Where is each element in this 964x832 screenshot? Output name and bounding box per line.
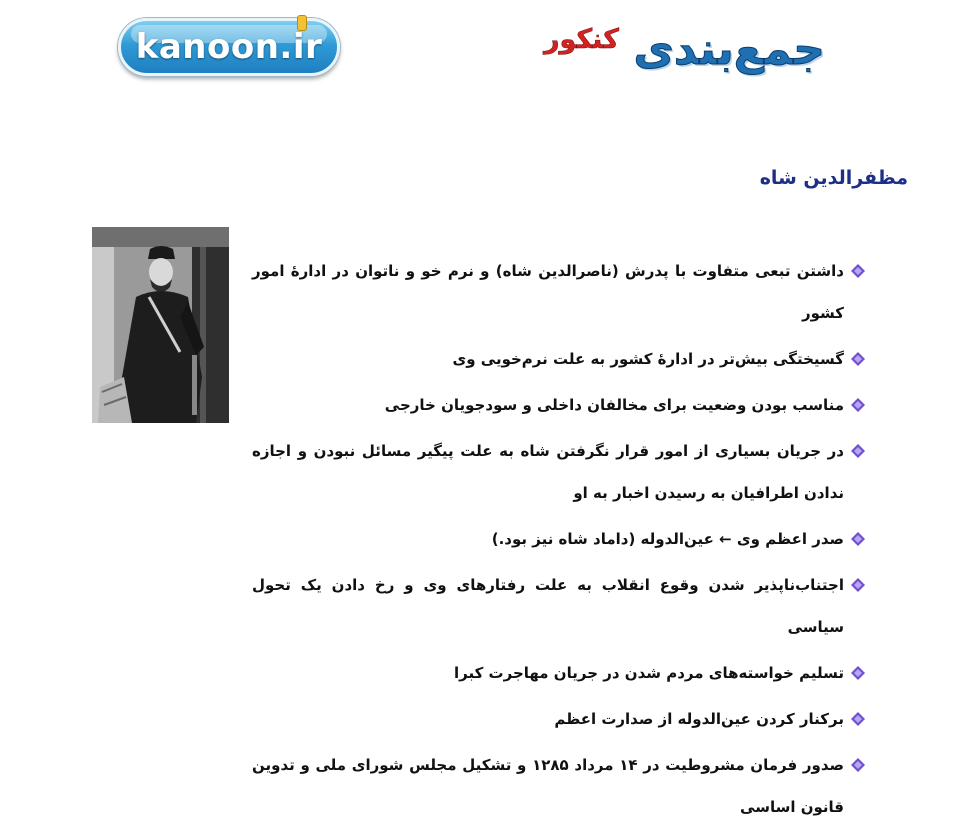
list-item-text: صدر اعظم وی ← عین‌الدوله (داماد شاه نیز بود.): [491, 530, 844, 548]
konkur-logo: [540, 14, 825, 89]
diamond-icon: [850, 250, 866, 292]
portrait-illustration: [92, 227, 229, 423]
list-item-text: مناسب بودن وضعیت برای مخالفان داخلی و سودجویان خارجی: [384, 396, 844, 414]
diamond-icon: [850, 384, 866, 426]
page-title: مظفرالدین شاه: [759, 167, 908, 189]
diamond-icon: [850, 338, 866, 380]
list-item-text: اجتناب‌ناپذیر شدن وقوع انقلاب به علت رفتارهای وی و رخ دادن یک تحول سیاسی: [252, 576, 844, 636]
diamond-icon: [850, 564, 866, 606]
portrait-photo: [92, 227, 229, 423]
bullet-list: [252, 250, 866, 832]
list-item: [252, 698, 866, 740]
list-item-text: تسلیم خواسته‌های مردم شدن در جریان مهاجرت کبرا: [454, 664, 844, 682]
list-item: [252, 564, 866, 648]
list-item: [252, 430, 866, 514]
list-item: [252, 250, 866, 334]
konkur-logo-sub: کنکور: [544, 24, 619, 55]
list-item-text: داشتن تبعی متفاوت با پدرش (ناصرالدین شاه) و نرم خو و ناتوان در ادارهٔ امور کشور: [252, 262, 844, 322]
list-item-text: صدور فرمان مشروطیت در ۱۴ مرداد ۱۲۸۵ و تشکیل مجلس شورای ملی و تدوین قانون اساسی: [252, 756, 844, 816]
list-item: [252, 652, 866, 694]
diamond-icon: [850, 518, 866, 560]
kanoon-logo-text: kanoon.ir: [135, 27, 323, 67]
diamond-icon: [850, 652, 866, 694]
list-item-text: در جریان بسیاری از امور قرار نگرفتن شاه به علت پیگیر مسائل نبودن و اجازه ندادن اطرافیان به رسیدن اخبار به او: [252, 442, 844, 502]
list-item: [252, 338, 866, 380]
diamond-icon: [850, 744, 866, 786]
list-item: [252, 384, 866, 426]
list-item-text: گسیختگی بیش‌تر در ادارهٔ کشور به علت نرم‌خویی وی: [452, 350, 844, 368]
list-item: [252, 518, 866, 560]
list-item-text: برکنار کردن عین‌الدوله از صدارت اعظم: [554, 710, 844, 728]
diamond-icon: [850, 698, 866, 740]
diamond-icon: [850, 430, 866, 472]
konkur-logo-main: جمع‌بندی: [633, 24, 825, 75]
list-item: [252, 744, 866, 828]
kanoon-logo[interactable]: [118, 18, 340, 76]
